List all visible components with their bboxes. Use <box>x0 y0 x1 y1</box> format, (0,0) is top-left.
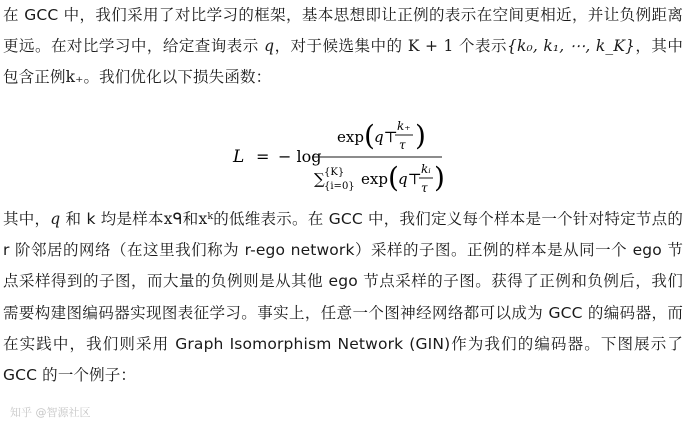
text-run: 和 <box>182 210 199 228</box>
paragraph-explanation <box>3 204 683 391</box>
math-q: q <box>264 37 275 56</box>
summation-lower: {i=0} <box>324 181 355 192</box>
text-run: 。我们优化以下损失函数： <box>83 68 272 87</box>
text-run: ，对于候选集中的 <box>274 37 408 56</box>
text-run: ，其中包含正例 <box>3 37 684 87</box>
numerator-left-paren: ( <box>364 119 375 152</box>
formula-equals: = <box>256 147 270 166</box>
formula-neg-log: − log <box>278 147 322 166</box>
numerator-tau: τ <box>399 138 406 152</box>
math-x-k: xᵏ <box>198 210 214 228</box>
math-key-set: {k₀, k₁, ⋯, k_K} <box>506 37 636 56</box>
summation-upper: {K} <box>324 167 345 178</box>
text-run: 的低维表示。在 GCC 中，我们定义每个样本是一个针对特定节点的 r 阶邻居的网络（在这里我们称为 r-ego network）采样的子图。正例的样本是从同一个 ego 节点采样得到的子图，而大量的负例则是从其他 ego 节点采样的子图。获得了正例和负例后，我们需要构建图编码器实现图表征学习。事实上，任意一个图神经网络都可以成为 GCC 的编码器，而在实践中，我们则采用 Graph Isomorphism Network (GIN)作为我们的编码器。下图展示了 GCC 的一个例子： <box>3 210 684 385</box>
text-run: 个表示 <box>453 37 507 56</box>
numerator-k-plus: k₊ <box>397 119 411 133</box>
math-q: q <box>50 210 61 228</box>
denominator-tau: τ <box>421 181 428 195</box>
summation-sign: ∑ <box>314 170 325 188</box>
denominator-right-paren: ) <box>434 161 445 194</box>
paragraph-intro <box>3 0 683 94</box>
math-k-positive: k₊ <box>65 68 84 87</box>
denominator-left-paren: ( <box>388 161 399 194</box>
numerator-right-paren: ) <box>415 119 426 152</box>
math-x-q: xᑫ <box>163 210 183 228</box>
numerator-exp: exp <box>337 128 364 146</box>
math-k-plus-one: K + 1 <box>407 37 454 56</box>
watermark: 知乎 @智源社区 <box>10 406 91 419</box>
text-run: 在 GCC 中，我们采用了对比学习的框架，基本思想即让正例的表示在空间更相近，并让负例距离更远。在对比学习中，给定查询表示 <box>3 6 683 56</box>
denominator-k-i: kᵢ <box>421 162 431 176</box>
loss-formula <box>0 118 687 206</box>
denominator-q: q⊤ <box>398 170 422 188</box>
text-run: 和 k 均是样本 <box>60 210 164 228</box>
formula-lhs: L <box>233 147 245 167</box>
numerator-q: q⊤ <box>374 128 398 146</box>
text-run: 其中， <box>3 210 51 228</box>
denominator-exp: exp <box>361 170 388 188</box>
